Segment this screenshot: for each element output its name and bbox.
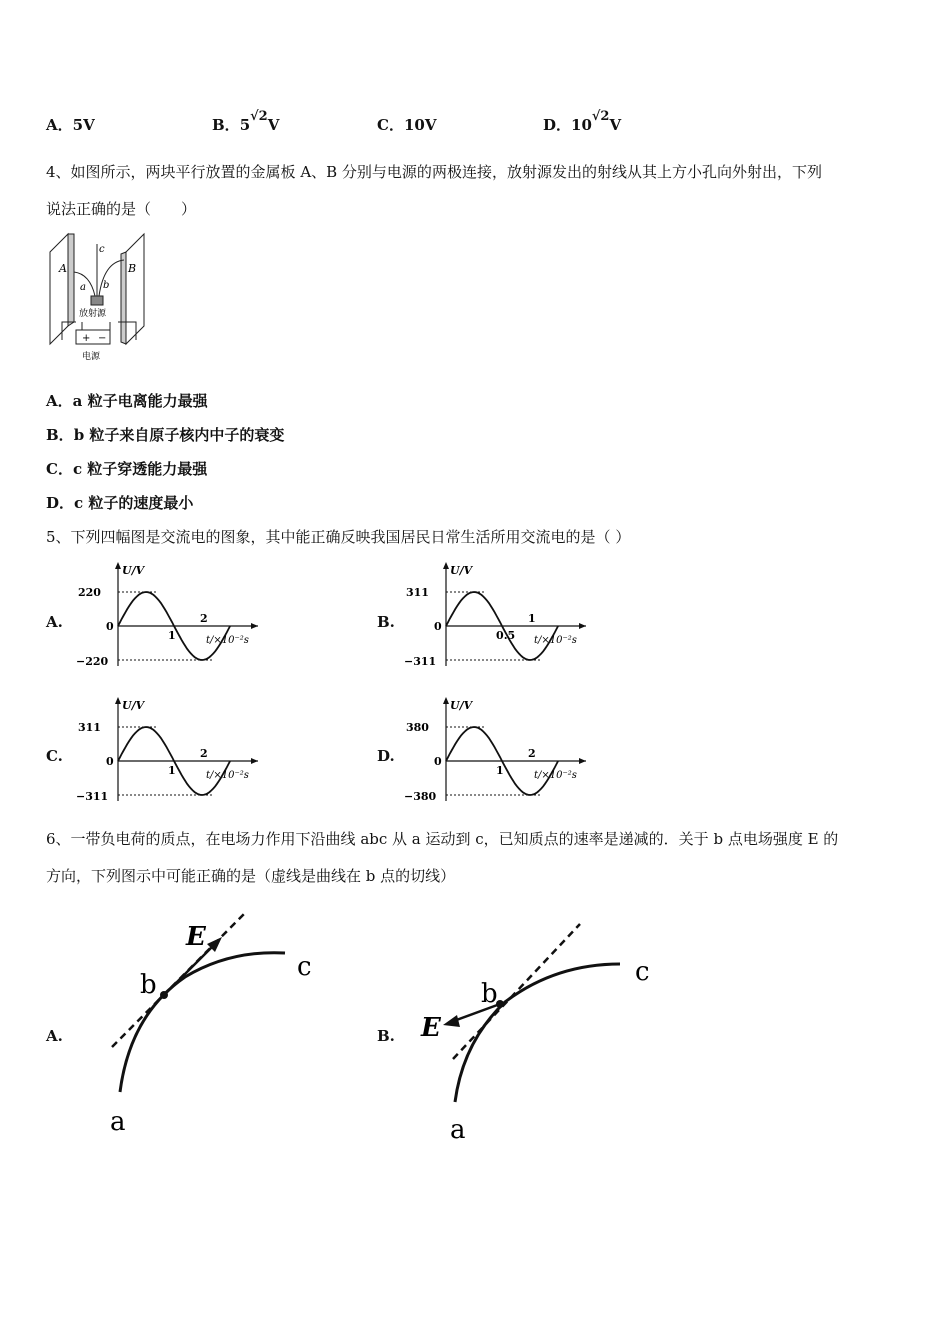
point-b [160,991,168,999]
label-a: a [450,1115,466,1145]
y-axis-label: U/V [122,699,145,712]
q3-option-b[interactable] [212,109,280,137]
q6-figure-b[interactable] [415,912,665,1152]
x-axis-label: t/×10⁻²s [534,770,577,781]
label-ray-c: c [99,244,105,255]
trough-label: −311 [404,655,437,668]
q4-option-b[interactable] [46,425,284,445]
label-b: b [140,970,157,1000]
ac-graph-c[interactable] [76,693,266,808]
full-period-label: 2 [200,612,208,625]
option-coefficient: 10 [571,116,592,134]
q6-figure-a[interactable] [100,905,330,1145]
x-arrow [579,758,586,764]
label-minus: − [98,333,107,344]
q5-option-c-letter[interactable]: C. [46,747,63,765]
option-letter: C． [377,116,404,134]
origin-label: 0 [434,620,442,633]
trough-label: −380 [404,790,437,803]
option-text: c 粒子的速度最小 [74,494,194,512]
half-period-label: 1 [168,764,176,777]
x-axis-label: t/×10⁻²s [534,635,577,646]
option-letter: D． [46,494,75,512]
plate-a [50,234,68,344]
q6-stem-line1: 6、一带负电荷的质点，在电场力作用下沿曲线 abc 从 a 运动到 c，已知质点的速率是递减的．关于 b 点电场强度 E 的 [46,830,839,848]
label-e: E [421,1013,441,1043]
q5-option-d-letter[interactable]: D. [377,747,395,765]
y-axis-label: U/V [450,699,473,712]
label-ray-b: b [103,280,110,291]
option-letter: A． [46,116,73,134]
option-unit: V [267,116,280,134]
x-axis-label: t/×10⁻²s [206,635,249,646]
q5-option-b-letter[interactable]: B. [377,613,395,631]
x-arrow [251,623,258,629]
full-period-label: 2 [528,747,536,760]
ac-graph-b[interactable] [404,558,594,673]
radiation-plates-figure [46,230,156,365]
sqrt-symbol: √2 [250,109,268,124]
x-axis-label: t/×10⁻²s [206,770,249,781]
trajectory-curve [455,964,620,1102]
peak-label: 380 [406,721,429,734]
label-c: c [297,952,312,982]
origin-label: 0 [106,755,114,768]
label-a: a [110,1107,126,1137]
q6-option-b-letter[interactable]: B. [377,1027,395,1045]
option-letter: B． [46,426,74,444]
label-plate-a: A [59,262,67,275]
option-text: b 粒子来自原子核内中子的衰变 [73,426,285,444]
field-arrowhead [443,1015,460,1027]
y-axis-label: U/V [450,564,473,577]
trough-label: −220 [76,655,109,668]
y-arrow [115,562,121,569]
origin-label: 0 [106,620,114,633]
label-source: 放射源 [79,309,107,319]
y-arrow [443,697,449,704]
sqrt-symbol: √2 [591,109,610,124]
y-axis-label: U/V [122,564,145,577]
x-arrow [579,623,586,629]
q4-stem-line2: 说法正确的是（ ） [46,200,197,218]
q4-option-a[interactable] [46,391,208,411]
q4-stem-line1: 4、如图所示，两块平行放置的金属板 A、B 分别与电源的两极连接，放射源发出的射线从其上方小孔向外射出，下列 [46,163,822,181]
option-coefficient: 5 [239,116,251,134]
q6-stem-line2: 方向，下列图示中可能正确的是（虚线是曲线在 b 点的切线） [46,867,456,885]
q3-option-d[interactable] [543,109,622,137]
label-plus: + [82,333,91,344]
tangent-dashed-line [453,924,580,1059]
q3-option-c[interactable] [377,115,436,135]
option-letter: B． [212,116,240,134]
label-ray-a: a [80,282,86,293]
option-text: a 粒子电离能力最强 [72,392,208,410]
peak-label: 311 [78,721,101,734]
q3-option-a[interactable] [46,115,95,135]
q4-option-d[interactable] [46,493,193,513]
y-arrow [443,562,449,569]
label-plate-b: B [128,262,137,275]
option-text: c 粒子穿透能力最强 [72,460,208,478]
label-c: c [635,957,650,987]
plate-b-edge [121,252,126,344]
option-letter: A． [46,392,73,410]
peak-label: 311 [406,586,429,599]
plate-b [126,234,144,344]
origin-label: 0 [434,755,442,768]
full-period-label: 1 [528,612,536,625]
half-period-label: 1 [496,764,504,777]
option-unit: V [609,116,622,134]
label-e: E [186,922,206,952]
q4-option-c[interactable] [46,459,207,479]
half-period-label: 0.5 [496,629,516,642]
half-period-label: 1 [168,629,176,642]
q5-stem: 5、下列四幅图是交流电的图象，其中能正确反映我国居民日常生活所用交流电的是（ ） [46,528,631,546]
option-text: 5V [72,116,95,134]
full-period-label: 2 [200,747,208,760]
radiation-source [91,296,103,305]
option-letter: D． [543,116,572,134]
option-letter: C． [46,460,73,478]
label-power: 电源 [82,352,101,362]
q6-option-a-letter[interactable]: A. [46,1027,63,1045]
ac-graph-a[interactable] [76,558,266,673]
q5-option-a-letter[interactable]: A. [46,613,63,631]
peak-label: 220 [78,586,101,599]
trough-label: −311 [76,790,109,803]
x-arrow [251,758,258,764]
ac-graph-d[interactable] [404,693,594,808]
plate-a-edge [68,234,74,326]
y-arrow [115,697,121,704]
option-text: 10V [403,116,437,134]
label-b: b [481,979,498,1009]
